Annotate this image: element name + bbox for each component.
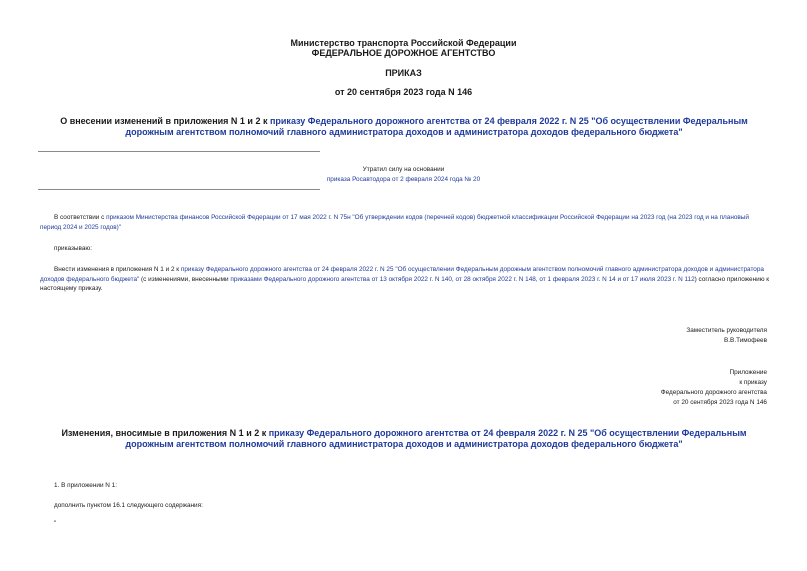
appendix-item-1: 1. В приложении N 1: (54, 482, 118, 489)
amending-orders-link[interactable]: приказами Федерального дорожного агентства от 13 октября 2022 г. N 140, от 28 октября 2022 г. N 148, от 1 февраля 2023 г. N 14 и от 17 июля 2023 г. N 112 (230, 275, 695, 283)
appendix-date-number: от 20 сентября 2023 года N 146 (673, 399, 767, 406)
document-type: ПРИКАЗ (385, 68, 422, 78)
title-link-order-25[interactable]: приказу Федерального дорожного агентства от 24 февраля 2022 г. N 25 "Об осуществлении Федеральным дорожным агентством полномочий главного администратора доходов и администратора доходов федерального бюджета" (125, 116, 748, 137)
document-date-number: от 20 сентября 2023 года N 146 (334, 87, 473, 97)
changes-mid: (с изменениями, внесенными (139, 275, 231, 283)
appendix-title-link[interactable]: приказу Федерального дорожного агентства от 24 февраля 2022 г. N 25 "Об осуществлении Федеральным дорожным агентством полномочий главного администратора доходов и администратора доходов федерального бюджета" (125, 428, 747, 449)
paragraph-order-word: приказываю: (54, 245, 92, 252)
ministry-name: Министерство транспорта Российской Федерации (290, 38, 517, 48)
appendix-agency: Федерального дорожного агентства (660, 389, 767, 396)
appendix-label: Приложение (729, 369, 767, 376)
paragraph-basis (40, 213, 770, 232)
changes-prefix: Внести изменения в приложения N 1 и 2 к (54, 266, 181, 273)
basis-prefix: В соответствии с (54, 214, 107, 221)
appendix-title-prefix: Изменения, вносимые в приложения N 1 и 2 к (61, 428, 269, 438)
status-note (0, 175, 807, 185)
paragraph-changes (40, 265, 770, 294)
appendix-quote: " (54, 520, 57, 527)
separator-line (38, 189, 320, 190)
appendix-to-order: к приказу (739, 379, 767, 386)
appendix-item-add: дополнить пунктом 16.1 следующего содержания: (54, 502, 203, 509)
appendix-title (40, 428, 768, 450)
document-title-prefix: О внесении изменений в приложения N 1 и 2 к (60, 116, 270, 126)
changes-suffix: ) согласно приложению к настоящему приказу. (40, 275, 770, 292)
signature-name: В.В.Тимофеев (724, 337, 767, 344)
order-25-link[interactable]: приказу Федерального дорожного агентства от 24 февраля 2022 г. N 25 "Об осуществлении Федеральным дорожным агентством полномочий главного администратора доходов и администратора доходов федерального бюджета" (40, 266, 764, 283)
separator-line (38, 151, 320, 152)
minfin-order-link[interactable]: приказом Министерства финансов Российской Федерации от 17 мая 2022 г. N 75н "Об утверждении кодов (перечней кодов) бюджетной классификации Российской Федерации на 2023 год (на 2023 год и на плановый период 2024 и 2025 годов)" (40, 214, 749, 231)
repeal-order-link[interactable]: приказа Росавтодора от 2 февраля 2024 года № 20 (326, 176, 481, 183)
document-title (40, 116, 768, 138)
status-note-text: Утратил силу на основании (362, 166, 445, 173)
agency-name: ФЕДЕРАЛЬНОЕ ДОРОЖНОЕ АГЕНТСТВО (311, 48, 496, 58)
signature-position: Заместитель руководителя (686, 327, 767, 334)
